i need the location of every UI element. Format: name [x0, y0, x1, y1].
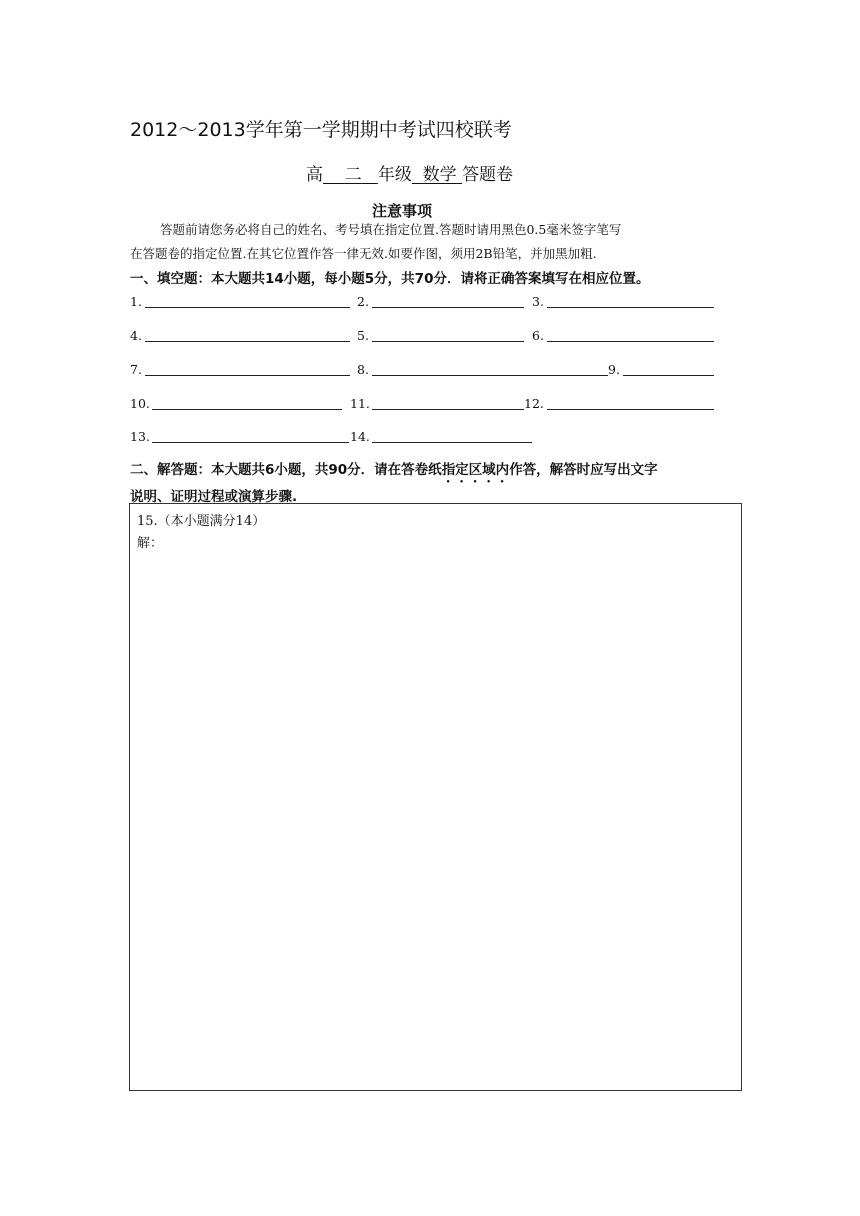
blank-label-9: 9. — [608, 362, 620, 377]
blank-label-8: 8. — [357, 362, 369, 377]
page-title: 2012～2013学年第一学期期中考试四校联考 — [130, 119, 512, 141]
blank-label-1: 1. — [130, 294, 142, 309]
blank-label-13: 13. — [130, 429, 150, 444]
subtitle — [306, 160, 513, 185]
blank-label-2: 2. — [357, 294, 369, 309]
answer-blank-12[interactable] — [547, 409, 714, 410]
answer-blank-4[interactable] — [145, 341, 350, 342]
answer-blank-11[interactable] — [372, 409, 524, 410]
instruction-line-2: 在答题卷的指定位置.在其它位置作答一律无效.如要作图，须用2B铅笔，并加黑加粗. — [130, 246, 597, 261]
instruction-line-1: 答题前请您务必将自己的姓名、考号填在指定位置.答题时请用黑色0.5毫米签字笔写 — [160, 222, 622, 237]
answer-blank-14[interactable] — [372, 442, 532, 443]
blank-label-11: 11. — [350, 396, 370, 411]
answer-blank-6[interactable] — [547, 341, 714, 342]
blank-label-14: 14. — [350, 429, 370, 444]
blank-label-6: 6. — [532, 328, 544, 343]
blank-label-12: 12. — [524, 396, 544, 411]
answer-blank-5[interactable] — [372, 341, 524, 342]
blank-label-5: 5. — [357, 328, 369, 343]
answer-blank-2[interactable] — [372, 307, 524, 308]
blank-label-4: 4. — [130, 328, 142, 343]
blank-label-7: 7. — [130, 362, 142, 377]
q15-answer-label: 解： — [137, 536, 164, 551]
emphasis-text: 指定区域内 — [441, 462, 510, 478]
answer-blank-9[interactable] — [623, 375, 714, 376]
blank-label-3: 3. — [532, 294, 544, 309]
blank-label-10: 10. — [130, 396, 150, 411]
q15-header: 15.（本小题满分14） — [137, 514, 266, 529]
subtitle-suffix: 答题卷 — [462, 165, 514, 185]
section-1-heading: 一、填空题：本大题共14小题，每小题5分，共70分．请将正确答案填写在相应位置。 — [130, 271, 650, 287]
section-2-heading-line-1: 二、解答题：本大题共6小题，共90分．请在答卷纸指定区域内作答，解答时应写出文字 — [130, 462, 658, 478]
answer-blank-10[interactable] — [152, 409, 342, 410]
grade-value: 二 — [344, 165, 362, 185]
answer-blank-7[interactable] — [145, 375, 350, 376]
answer-blank-13[interactable] — [152, 442, 349, 443]
section-2-heading-line-2: 说明、证明过程或演算步骤. — [130, 489, 298, 505]
answer-blank-1[interactable] — [145, 307, 350, 308]
grade-label: 年级 — [377, 165, 412, 185]
subtitle-prefix: 高 — [306, 165, 323, 185]
answer-blank-3[interactable] — [547, 307, 714, 308]
subject-value: 数学 — [422, 165, 457, 185]
answer-box-q15[interactable] — [129, 503, 742, 1091]
answer-blank-8[interactable] — [372, 375, 608, 376]
notice-heading: 注意事项 — [372, 202, 433, 220]
